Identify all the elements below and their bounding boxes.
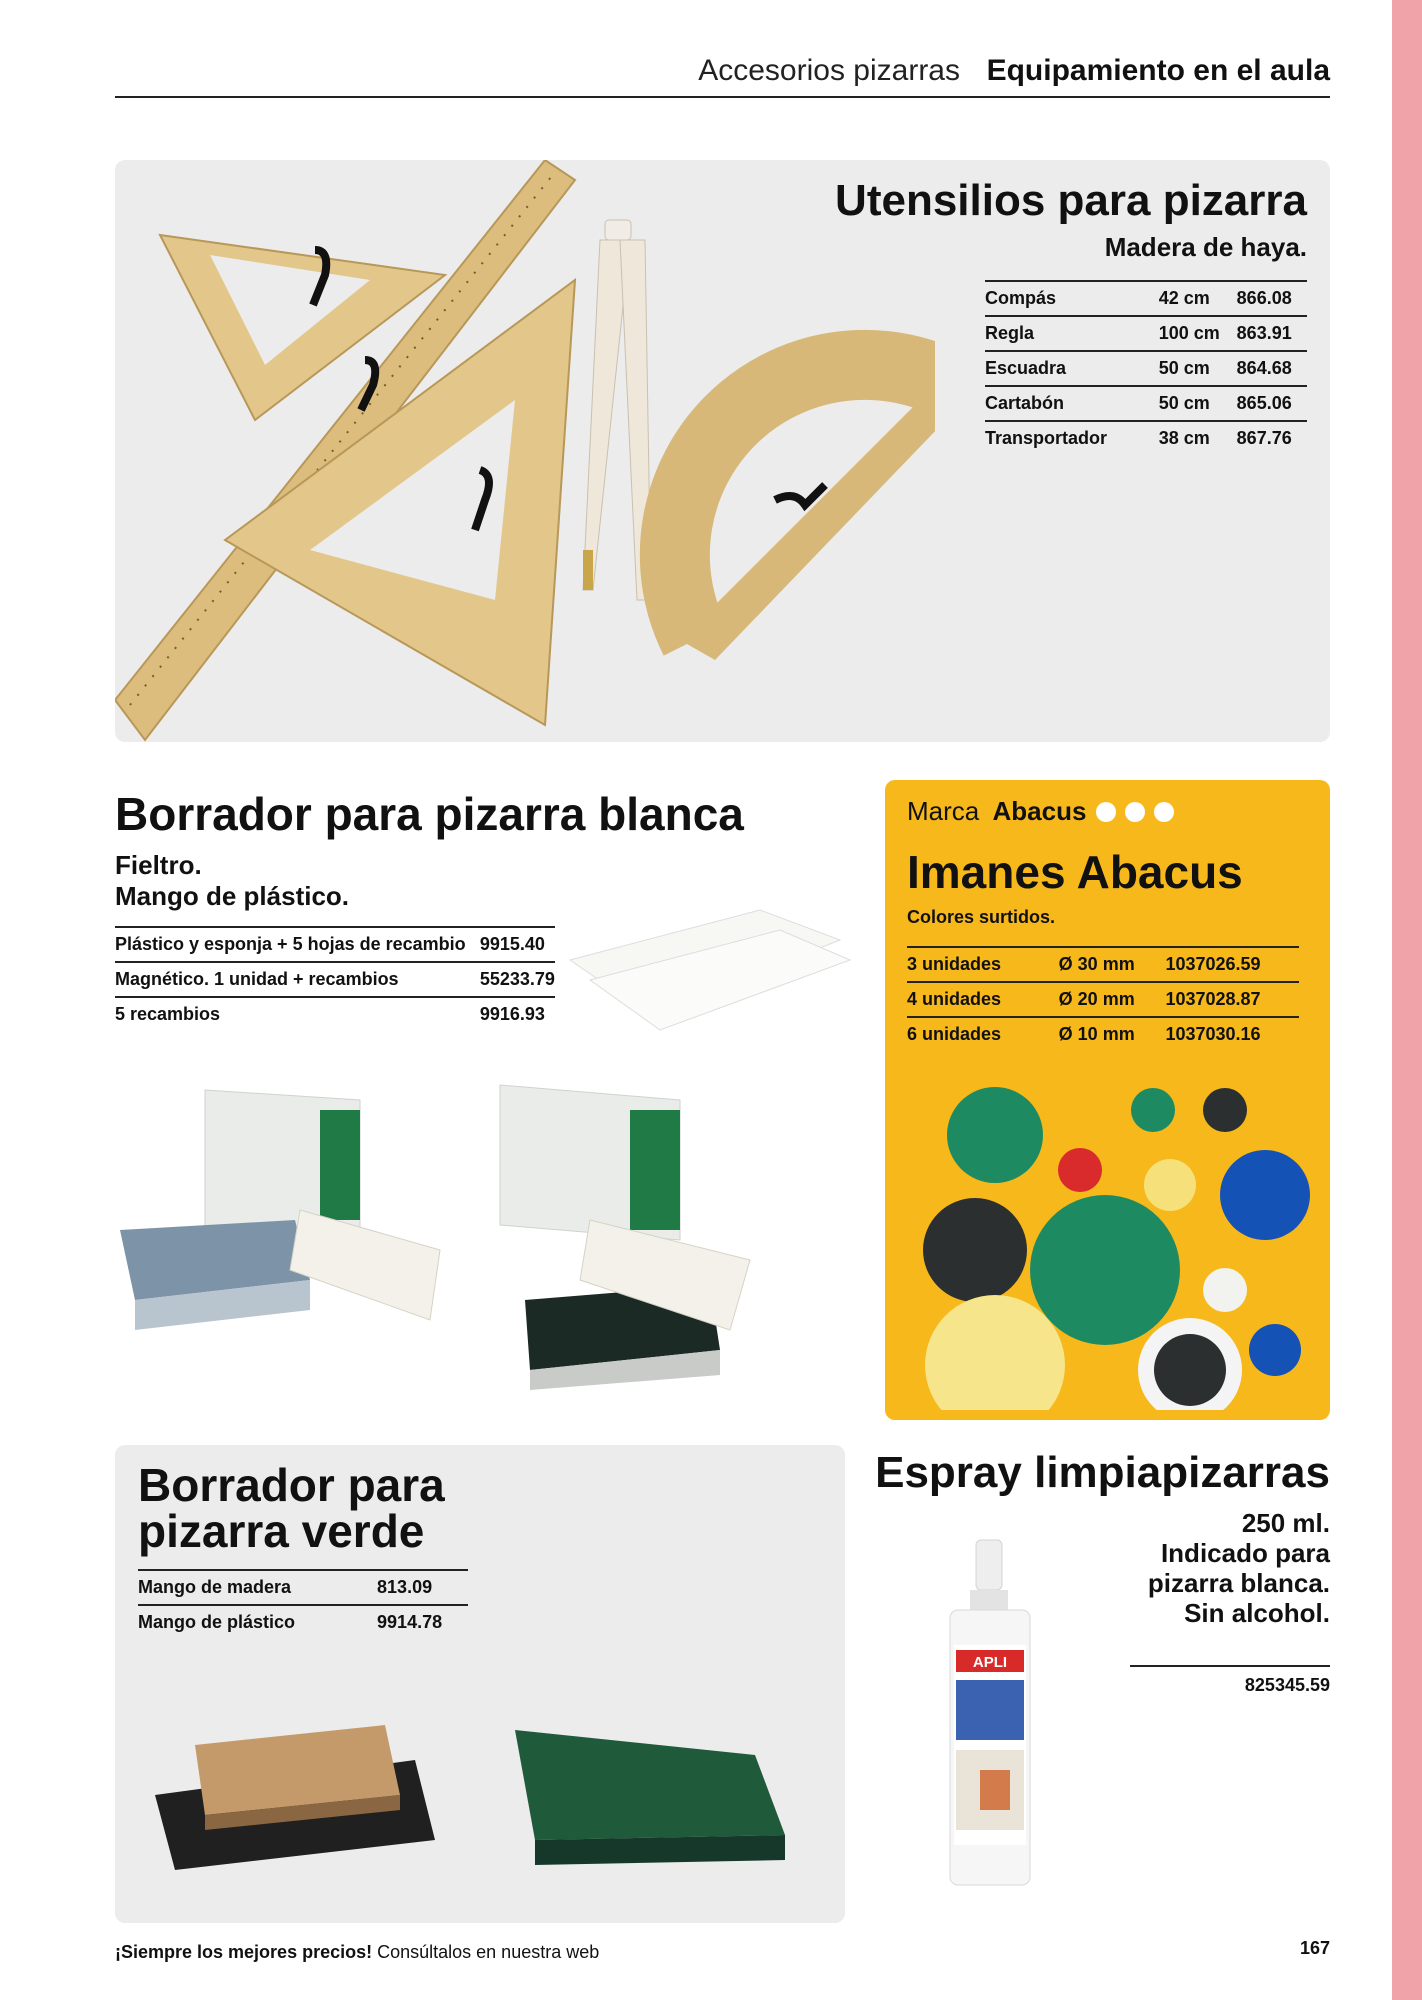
brand-dot-icon bbox=[1154, 802, 1174, 822]
green-erasers-image bbox=[155, 1685, 815, 1885]
item-ref: 9914.78 bbox=[377, 1605, 468, 1639]
table-row bbox=[907, 1017, 1299, 1051]
brand-name: Abacus bbox=[992, 796, 1087, 826]
item-size: 100 cm bbox=[1159, 316, 1237, 351]
utensils-subtitle: Madera de haya. bbox=[1104, 232, 1307, 262]
item-ref: 1037028.87 bbox=[1165, 982, 1299, 1017]
item-ref: 866.08 bbox=[1237, 281, 1307, 316]
magnets-subtitle: Colores surtidos. bbox=[907, 907, 1056, 927]
footer-promo bbox=[115, 1942, 599, 1963]
table-row bbox=[138, 1605, 468, 1639]
white-eraser-desc2: Mango de plástico. bbox=[115, 881, 350, 911]
item-name: Mango de madera bbox=[138, 1570, 377, 1605]
magnets-table bbox=[907, 946, 1299, 1051]
brand-label bbox=[907, 796, 1174, 827]
item-ref: 867.76 bbox=[1237, 421, 1307, 455]
spray-line: pizarra blanca. bbox=[1147, 1568, 1330, 1598]
white-eraser-table bbox=[115, 926, 555, 1031]
white-eraser-title: Borrador para pizarra blanca bbox=[115, 788, 744, 840]
item-ref: 9916.93 bbox=[480, 997, 555, 1031]
item-size: Ø 20 mm bbox=[1059, 982, 1166, 1017]
item-qty: 3 unidades bbox=[907, 947, 1059, 982]
brand-dot-icon bbox=[1125, 802, 1145, 822]
spray-ref: 825345.59 bbox=[1130, 1665, 1330, 1696]
spray-line: Sin alcohol. bbox=[1184, 1598, 1330, 1628]
table-row bbox=[907, 947, 1299, 982]
item-size: Ø 30 mm bbox=[1059, 947, 1166, 982]
item-name: Compás bbox=[985, 281, 1159, 316]
page-number: 167 bbox=[1299, 1938, 1330, 1958]
green-eraser-title-line1: Borrador para bbox=[138, 1459, 445, 1511]
magnets-title: Imanes Abacus bbox=[907, 846, 1243, 898]
item-ref: 9915.40 bbox=[480, 927, 555, 962]
spray-line: 250 ml. bbox=[1241, 1508, 1330, 1538]
brand-dot-icon bbox=[1096, 802, 1116, 822]
magnets-image bbox=[905, 1080, 1315, 1410]
spray-title: Espray limpiapizarras bbox=[875, 1448, 1330, 1497]
item-ref: 863.91 bbox=[1237, 316, 1307, 351]
category-title: Equipamiento en el aula bbox=[986, 54, 1330, 87]
table-row bbox=[985, 316, 1307, 351]
spray-description bbox=[1148, 1508, 1330, 1628]
footer-promo-bold: ¡Siempre los mejores precios! bbox=[115, 1942, 373, 1962]
table-row bbox=[115, 927, 555, 962]
table-row bbox=[138, 1570, 468, 1605]
white-erasers-image bbox=[110, 1070, 770, 1410]
item-name: 5 recambios bbox=[115, 997, 480, 1031]
white-eraser-desc1: Fieltro. bbox=[115, 850, 202, 880]
item-size: 38 cm bbox=[1159, 421, 1237, 455]
item-ref: 55233.79 bbox=[480, 962, 555, 997]
item-qty: 6 unidades bbox=[907, 1017, 1059, 1051]
item-ref: 864.68 bbox=[1237, 351, 1307, 386]
footer-promo-text: Consúltalos en nuestra web bbox=[372, 1942, 600, 1962]
felt-refills-image bbox=[560, 900, 860, 1040]
item-size: 42 cm bbox=[1159, 281, 1237, 316]
table-row bbox=[985, 351, 1307, 386]
green-eraser-table bbox=[138, 1569, 468, 1639]
green-eraser-panel bbox=[115, 1445, 845, 1923]
side-color-strip bbox=[1392, 0, 1422, 2000]
item-name: Transportador bbox=[985, 421, 1159, 455]
table-row bbox=[907, 982, 1299, 1017]
table-row bbox=[985, 386, 1307, 421]
magnets-panel bbox=[885, 780, 1330, 1420]
item-qty: 4 unidades bbox=[907, 982, 1059, 1017]
section-title: Accesorios pizarras bbox=[698, 54, 960, 87]
spray-line: Indicado para bbox=[1160, 1538, 1330, 1568]
brand-prefix: Marca bbox=[907, 796, 980, 826]
green-eraser-title-line2: pizarra verde bbox=[138, 1505, 425, 1557]
table-row bbox=[985, 421, 1307, 455]
item-ref: 1037026.59 bbox=[1165, 947, 1299, 982]
item-ref: 865.06 bbox=[1237, 386, 1307, 421]
utensils-panel bbox=[115, 160, 1330, 742]
utensils-table bbox=[985, 280, 1307, 455]
item-name: Plástico y esponja + 5 hojas de recambio bbox=[115, 927, 480, 962]
item-size: Ø 10 mm bbox=[1059, 1017, 1166, 1051]
item-size: 50 cm bbox=[1159, 351, 1237, 386]
spray-brand-label: APLI bbox=[972, 1654, 1008, 1671]
page-header bbox=[115, 50, 1330, 98]
spray-bottle-image bbox=[940, 1535, 1040, 1895]
item-name: Mango de plástico bbox=[138, 1605, 377, 1639]
item-ref: 1037030.16 bbox=[1165, 1017, 1299, 1051]
item-size: 50 cm bbox=[1159, 386, 1237, 421]
table-row bbox=[115, 997, 555, 1031]
item-name: Regla bbox=[985, 316, 1159, 351]
table-row bbox=[985, 281, 1307, 316]
item-name: Magnético. 1 unidad + recambios bbox=[115, 962, 480, 997]
item-name: Cartabón bbox=[985, 386, 1159, 421]
utensils-title: Utensilios para pizarra bbox=[835, 176, 1307, 225]
wooden-tools-image bbox=[115, 160, 935, 742]
item-ref: 813.09 bbox=[377, 1570, 468, 1605]
table-row bbox=[115, 962, 555, 997]
item-name: Escuadra bbox=[985, 351, 1159, 386]
